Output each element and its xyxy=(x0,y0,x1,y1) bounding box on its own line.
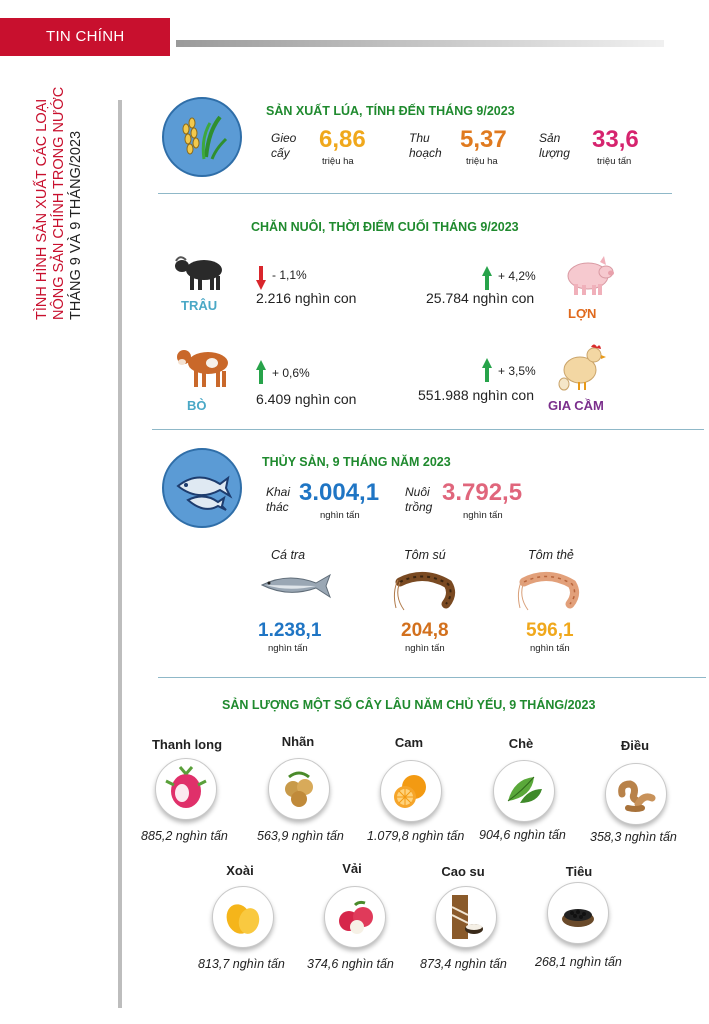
crop-name: Cam xyxy=(394,735,424,750)
mango-icon xyxy=(212,886,274,948)
lychee-icon xyxy=(324,886,386,948)
tiger-shrimp-unit: nghìn tấn xyxy=(405,643,445,654)
white-shrimp-unit: nghìn tấn xyxy=(530,643,570,654)
crop-name: Tiêu xyxy=(565,864,593,879)
pangasius-label: Cá tra xyxy=(271,548,306,562)
crop-value: 374,6 nghìn tấn xyxy=(307,957,394,971)
longan-icon xyxy=(268,758,330,820)
rice-plant-unit: triệu ha xyxy=(322,156,354,167)
dragon-fruit-icon xyxy=(155,758,217,820)
pangasius-value: 1.238,1 xyxy=(258,620,322,641)
fishing-label: Khai thác xyxy=(266,485,291,514)
crop-name: Thanh long xyxy=(151,737,223,752)
crop-name: Điều xyxy=(620,738,650,753)
pig-icon xyxy=(560,252,616,303)
buffalo-count: 2.216 nghìn con xyxy=(256,290,357,306)
crop-name: Chè xyxy=(508,736,534,751)
header-divider xyxy=(176,40,664,47)
buffalo-change: - 1,1% xyxy=(272,268,307,282)
header-tab: TIN CHÍNH xyxy=(0,18,170,56)
orange-icon xyxy=(380,760,442,822)
side-title-line-1: TÌNH HÌNH SẢN XUẤT CÁC LOẠI xyxy=(34,98,50,320)
crop-value: 1.079,8 nghìn tấn xyxy=(367,829,465,843)
tea-leaf-icon xyxy=(493,760,555,822)
buffalo-label: TRÂU xyxy=(181,298,218,313)
crop-value: 885,2 nghìn tấn xyxy=(141,829,228,843)
arrow-up-icon xyxy=(482,358,492,387)
rice-output-value: 33,6 xyxy=(592,126,639,153)
pig-change: + 4,2% xyxy=(498,269,536,283)
section-divider xyxy=(152,429,704,430)
side-vertical-divider xyxy=(118,100,122,1008)
crops-title: SẢN LƯỢNG MỘT SỐ CÂY LÂU NĂM CHỦ YẾU, 9 THÁNG/2023 xyxy=(222,698,596,712)
side-title-line-2: NÔNG SẢN CHÍNH TRONG NƯỚC xyxy=(51,86,67,320)
poultry-change: + 3,5% xyxy=(498,364,536,378)
poultry-label: GIA CẦM xyxy=(548,398,604,413)
cow-count: 6.409 nghìn con xyxy=(256,391,357,407)
crop-value: 268,1 nghìn tấn xyxy=(535,955,622,969)
side-title xyxy=(10,86,102,320)
crop-value: 563,9 nghìn tấn xyxy=(257,829,344,843)
poultry-count: 551.988 nghìn con xyxy=(418,387,534,403)
fishery-title: THỦY SẢN, 9 THÁNG NĂM 2023 xyxy=(262,455,451,469)
rubber-icon xyxy=(435,886,497,948)
tiger-shrimp-label: Tôm sú xyxy=(404,548,446,562)
section-divider xyxy=(158,193,672,194)
rice-plant-value: 6,86 xyxy=(319,126,366,153)
rice-harvest-value: 5,37 xyxy=(460,126,507,153)
fishing-value: 3.004,1 xyxy=(299,479,380,506)
white-shrimp-label: Tôm thẻ xyxy=(528,548,574,562)
section-divider xyxy=(158,677,706,678)
rice-icon xyxy=(162,97,242,177)
cow-label: BÒ xyxy=(187,398,207,413)
rice-harvest-label: Thu hoạch xyxy=(409,131,442,160)
rice-output-unit: triệu tấn xyxy=(597,156,632,167)
crop-name: Xoài xyxy=(226,863,254,878)
crop-name: Nhãn xyxy=(281,734,315,749)
crop-value: 358,3 nghìn tấn xyxy=(590,830,677,844)
pig-count: 25.784 nghìn con xyxy=(426,290,535,306)
buffalo-icon xyxy=(172,252,230,297)
arrow-up-icon xyxy=(256,360,266,389)
rice-title: SẢN XUẤT LÚA, TÍNH ĐẾN THÁNG 9/2023 xyxy=(266,104,515,118)
crop-name: Cao su xyxy=(441,864,485,879)
crop-value: 904,6 nghìn tấn xyxy=(479,828,566,842)
pig-label: LỢN xyxy=(568,306,597,321)
crop-name: Vải xyxy=(342,861,362,876)
aquaculture-unit: nghìn tấn xyxy=(463,510,503,521)
aquaculture-label: Nuôi trồng xyxy=(405,485,433,514)
rice-plant-label: Gieo cấy xyxy=(271,131,297,160)
pangasius-icon xyxy=(258,570,332,605)
cow-icon xyxy=(172,343,234,396)
fishing-unit: nghìn tấn xyxy=(320,510,360,521)
pangasius-unit: nghìn tấn xyxy=(268,643,308,654)
fish-icon xyxy=(162,448,242,528)
rice-output-label: Sản lượng xyxy=(539,131,570,160)
side-title-line-3: THÁNG 9 VÀ 9 THÁNG/2023 xyxy=(68,130,84,320)
chicken-icon xyxy=(556,340,608,397)
cashew-icon xyxy=(605,763,667,825)
aquaculture-value: 3.792,5 xyxy=(442,479,523,506)
white-shrimp-icon xyxy=(514,568,584,617)
white-shrimp-value: 596,1 xyxy=(526,620,574,641)
cow-change: + 0,6% xyxy=(272,366,310,380)
livestock-title: CHĂN NUÔI, THỜI ĐIỂM CUỐI THÁNG 9/2023 xyxy=(251,220,519,234)
pepper-icon xyxy=(547,882,609,944)
rice-harvest-unit: triệu ha xyxy=(466,156,498,167)
crop-value: 873,4 nghìn tấn xyxy=(420,957,507,971)
tiger-shrimp-icon xyxy=(390,568,460,617)
tiger-shrimp-value: 204,8 xyxy=(401,620,449,641)
crop-value: 813,7 nghìn tấn xyxy=(198,957,285,971)
